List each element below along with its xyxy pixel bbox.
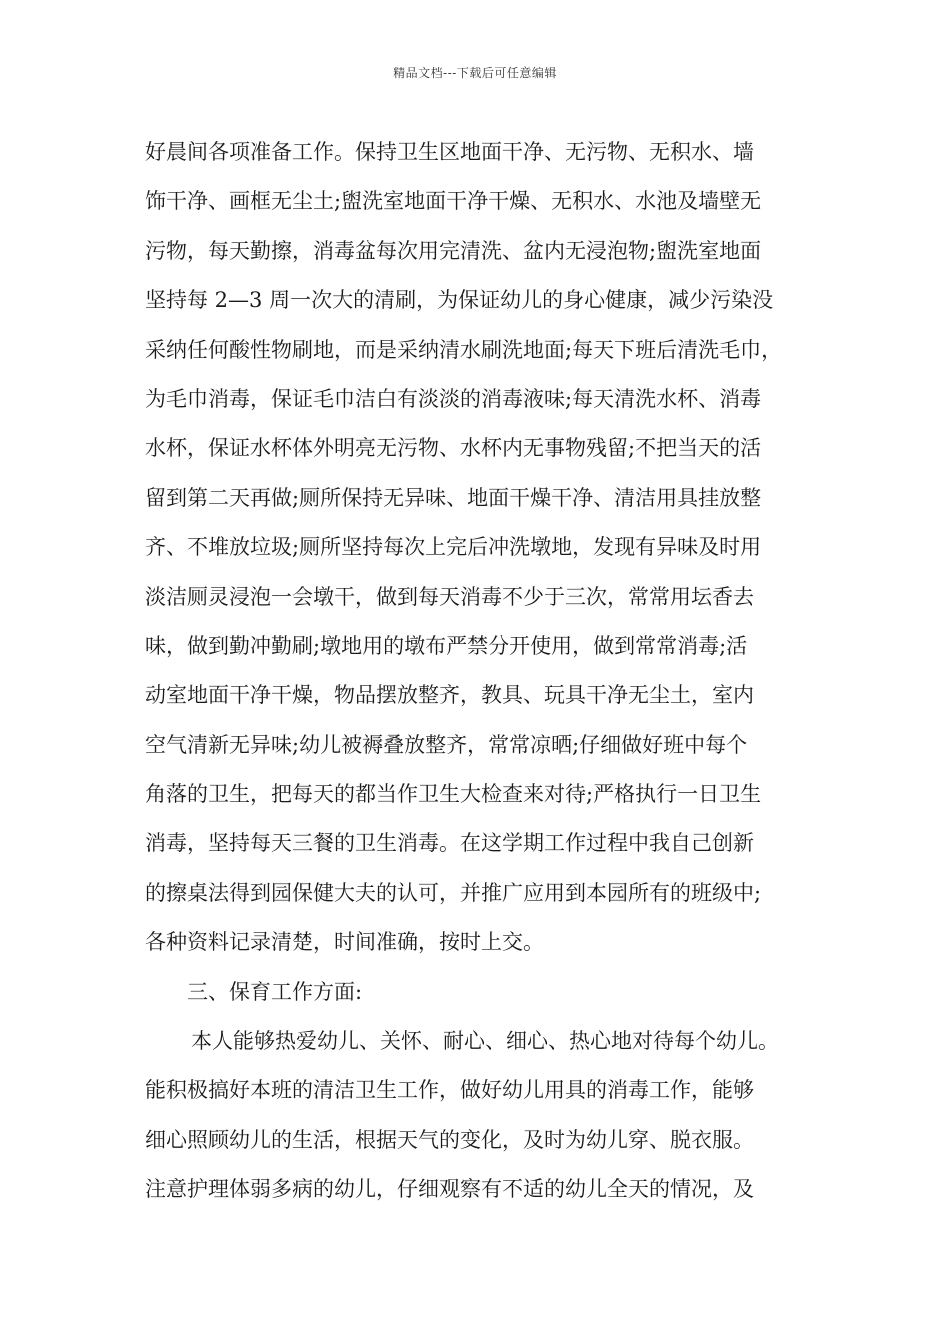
document-body [145, 128, 810, 1215]
body-line: 注意护理体弱多病的幼儿，仔细观察有不适的幼儿全天的情况，及 [145, 1177, 754, 1202]
body-line: 角落的卫生，把每天的都当作卫生大检查来对待;严格执行一日卫生 [145, 782, 762, 807]
body-line: 的擦桌法得到园保健大夫的认可，并推广应用到本园所有的班级中; [145, 880, 762, 905]
body-line: 各种资料记录清楚，时间准确，按时上交。 [145, 930, 544, 955]
body-line: 采纳任何酸性物刷地，而是采纳清水刷洗地面;每天下班后清洗毛巾， [145, 337, 783, 362]
body-line: 味，做到勤冲勤刷;墩地用的墩布严禁分开使用，做到常常消毒;活 [145, 633, 748, 658]
body-line: 留到第二天再做;厕所保持无异味、地面干燥干净、清洁用具挂放整 [145, 485, 762, 510]
body-line: 细心照顾幼儿的生活，根据天气的变化，及时为幼儿穿、脱衣服。 [145, 1127, 754, 1152]
body-line: 齐、不堆放垃圾;厕所坚持每次上完后冲洗墩地，发现有异味及时用 [145, 535, 762, 560]
body-line: 能积极搞好本班的清洁卫生工作，做好幼儿用具的消毒工作，能够 [145, 1078, 754, 1103]
body-line: 饰干净、画框无尘土;盥洗室地面干净干燥、无积水、水池及墙壁无 [145, 189, 762, 214]
body-line: 为毛巾消毒，保证毛巾洁白有淡淡的消毒液味;每天清洗水杯、消毒 [145, 386, 762, 411]
body-line: 污物，每天勤擦，消毒盆每次用完清洗、盆内无浸泡物;盥洗室地面 [145, 238, 762, 263]
body-line: 水杯，保证水杯体外明亮无污物、水杯内无事物残留;不把当天的活 [145, 436, 762, 461]
body-line: 坚持每 2—3 周一次大的清刷，为保证幼儿的身心健康，减少污染没 [145, 288, 774, 313]
body-line: 好晨间各项准备工作。保持卫生区地面干净、无污物、无积水、墙 [145, 140, 754, 164]
body-line: 空气清新无异味;幼儿被褥叠放整齐，常常凉晒;仔细做好班中每个 [145, 732, 748, 757]
body-line: 淡洁厕灵浸泡一会墩干，做到每天消毒不少于三次，常常用坛香去 [145, 584, 754, 609]
body-line: 消毒，坚持每天三餐的卫生消毒。在这学期工作过程中我自己创新 [145, 831, 754, 856]
page-header: 精品文档---下载后可任意编辑 [393, 66, 557, 80]
section-heading: 三、保育工作方面: [187, 979, 363, 1004]
paragraph-first-line: 本人能够热爱幼儿、关怀、耐心、细心、热心地对待每个幼儿。 [191, 1029, 779, 1054]
body-line: 动室地面干净干燥，物品摆放整齐，教具、玩具干净无尘土，室内 [145, 683, 754, 708]
